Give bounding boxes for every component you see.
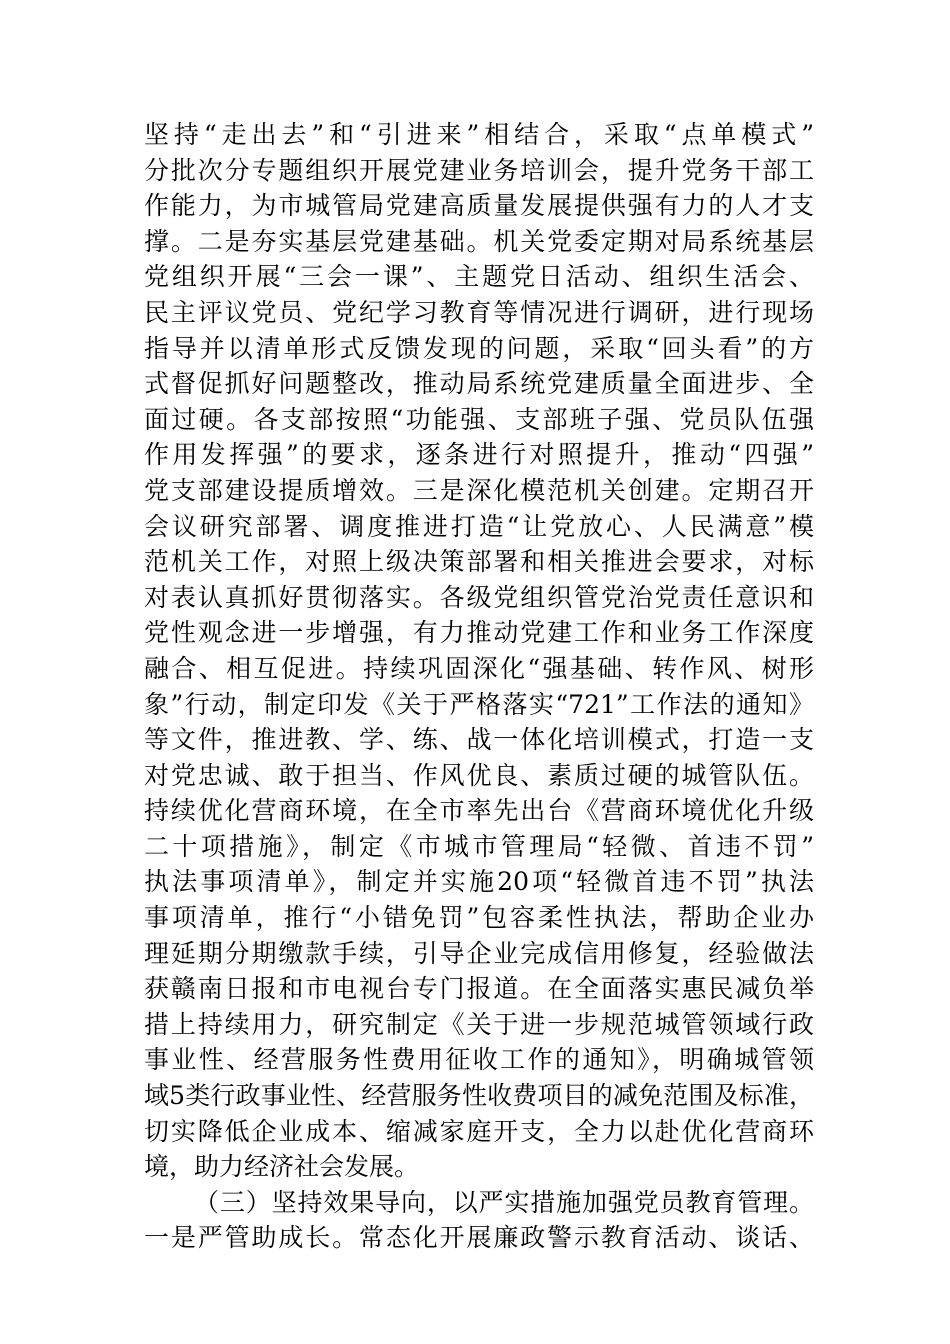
text-line: 坚持“走出去”和“引进来”相结合，采取“点单模式” xyxy=(144,120,814,149)
text-line: 获赣南日报和市电视台专门报道。在全面落实惠民减负举 xyxy=(144,974,814,1004)
text-line: 指导并以清单形式反馈发现的问题，采取“回头看”的方 xyxy=(144,333,814,363)
text-line: 分批次分专题组织开展党建业务培训会，提升党务干部工 xyxy=(144,155,814,185)
text-line: 二十项措施》，制定《市城市管理局“轻微、首违不罚” xyxy=(144,831,814,861)
text-line: 措上持续用力，研究制定《关于进一步规范城管领域行政 xyxy=(144,1009,814,1039)
text-line: 会议研究部署、调度推进打造“让党放心、人民满意”模 xyxy=(144,511,814,541)
text-line: 一是严管助成长。常态化开展廉政警示教育活动、谈话、 xyxy=(144,1223,814,1253)
text-line: 事业性、经营服务性费用征收工作的通知》，明确城管领 xyxy=(144,1045,814,1075)
text-line: 对表认真抓好贯彻落实。各级党组织管党治党责任意识和 xyxy=(144,582,814,612)
text-line: 理延期分期缴款手续，引导企业完成信用修复，经验做法 xyxy=(144,938,814,968)
text-line: 对党忠诚、敢于担当、作风优良、素质过硬的城管队伍。 xyxy=(144,760,814,790)
section-heading: （三）坚持效果导向，以严实措施加强党员教育管理。 xyxy=(194,1187,814,1217)
text-line: 持续优化营商环境，在全市率先出台《营商环境优化升级 xyxy=(144,796,814,826)
text-line: 融合、相互促进。持续巩固深化“强基础、转作风、树形 xyxy=(144,653,814,683)
text-line: 事项清单，推行“小错免罚”包容柔性执法，帮助企业办 xyxy=(144,903,814,933)
text-line: 域5类行政事业性、经营服务性收费项目的减免范围及标准， xyxy=(144,1081,814,1111)
text-line: 撑。二是夯实基层党建基础。机关党委定期对局系统基层 xyxy=(144,226,814,256)
text-line: 党组织开展“三会一课”、主题党日活动、组织生活会、 xyxy=(144,262,814,292)
text-line: 执法事项清单》，制定并实施20项“轻微首违不罚”执法 xyxy=(144,867,814,897)
text-line: 象”行动，制定印发《关于严格落实“721”工作法的通知》 xyxy=(144,689,814,719)
text-line: 作用发挥强”的要求，逐条进行对照提升，推动“四强” xyxy=(144,440,814,470)
text-line: 党性观念进一步增强，有力推动党建工作和业务工作深度 xyxy=(144,618,814,648)
text-line: 切实降低企业成本、缩减家庭开支，全力以赴优化营商环 xyxy=(144,1116,814,1146)
text-line: 党支部建设提质增效。三是深化模范机关创建。定期召开 xyxy=(144,475,814,505)
text-line: 等文件，推进教、学、练、战一体化培训模式，打造一支 xyxy=(144,725,814,755)
text-line: 式督促抓好问题整改，推动局系统党建质量全面进步、全 xyxy=(144,369,814,399)
text-line: 民主评议党员、党纪学习教育等情况进行调研，进行现场 xyxy=(144,297,814,327)
text-line: 作能力，为市城管局党建高质量发展提供强有力的人才支 xyxy=(144,191,814,221)
text-line: 范机关工作，对照上级决策部署和相关推进会要求，对标 xyxy=(144,547,814,577)
text-line: 面过硬。各支部按照“功能强、支部班子强、党员队伍强 xyxy=(144,404,814,434)
body-text xyxy=(144,117,814,1256)
paragraph-end-line: 境，助力经济社会发展。 xyxy=(144,1152,420,1182)
